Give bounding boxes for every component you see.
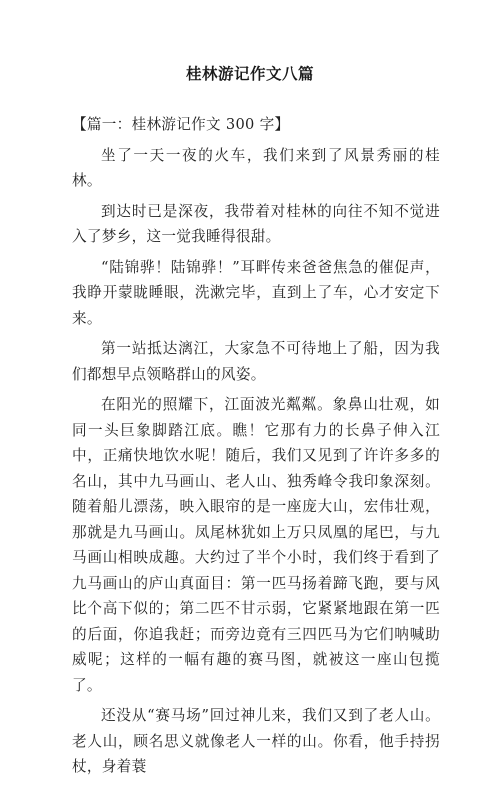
paragraph: 坐了一天一夜的火车，我们来到了风景秀丽的桂林。 — [72, 146, 440, 189]
section-heading: 【篇一：桂林游记作文 300 字】 — [72, 116, 290, 133]
document-body — [72, 112, 440, 785]
paragraph: 在阳光的照耀下，江面波光粼粼。象鼻山壮观，如同一头巨象脚踏江底。瞧！它那有力的长鼻子伸入江中，正痛快地饮水呢！随后，我们又见到了许许多多的名山，其中九马画山、老人山、独秀峰令我印象深刻。随着船儿漂荡，映入眼帘的是一座庞大山，宏伟壮观，那就是九马画山。凤尾林犹如上万只凤凰的尾巴，与九马画山相映成趣。大约过了半个小时，我们终于看到了九马画山的庐山真面目：第一匹马扬着蹄飞跑，要与风比个高下似的；第二匹不甘示弱，它紧紧地跟在第一匹的后面，你追我赶；而旁边竟有三四匹马为它们呐喊助威呢；这样的一幅有趣的赛马图，就被这一座山包揽了。 — [72, 396, 440, 694]
paragraph: 到达时已是深夜，我带着对桂林的向往不知不觉进入了梦乡，这一觉我睡得很甜。 — [72, 202, 440, 245]
paragraph: 还没从“赛马场”回过神儿来，我们又到了老人山。老人山，顾名思义就像老人一样的山。你看，他手持拐杖，身着蓑 — [72, 707, 440, 775]
paragraph: 第一站抵达漓江，大家急不可待地上了船，因为我们都想早点领略群山的风姿。 — [72, 340, 440, 383]
paragraph: “陆锦骅！陆锦骅！”耳畔传来爸爸焦急的催促声，我睁开蒙眬睡眼，洗漱完毕，直到上了车，心才安定下来。 — [72, 258, 440, 327]
document-title: 桂林游记作文八篇 — [185, 64, 314, 83]
